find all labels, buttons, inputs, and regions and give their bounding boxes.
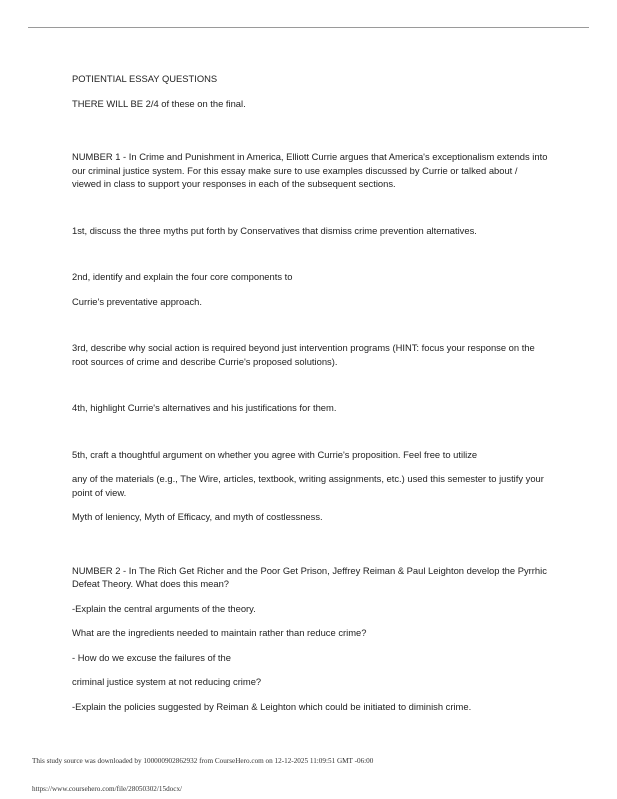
question-1-note: Myth of leniency, Myth of Efficacy, and myth of costlessness. [72, 511, 323, 522]
question-1-part-2b: Currie's preventative approach. [72, 295, 202, 307]
question-2-item-1: -Explain the central arguments of the theory. [72, 602, 256, 614]
document-heading: POTIENTIAL ESSAY QUESTIONS [72, 73, 218, 84]
question-1-part-4: 4th, highlight Currie's alternatives and his justifications for them. [72, 402, 337, 413]
question-2-item-4: -Explain the policies suggested by Reiman & Leighton which could be initiated to diminish crime. [72, 700, 472, 712]
question-2-item-3a: - How do we excuse the failures of the [72, 651, 231, 663]
top-divider [28, 27, 589, 28]
question-1-part-3: 3rd, describe why social action is required beyond just intervention programs (HINT: focus your response on the root sources of crime and describe Currie's proposed solutions). [72, 342, 535, 367]
question-1-part-2a: 2nd, identify and explain the four core components to [72, 271, 293, 282]
question-1-prompt: NUMBER 1 - In Crime and Punishment in America, Elliott Currie argues that America's exceptionalism extends into our criminal justice system. For this essay make sure to use examples discussed by Currie or talked about / viewed in class to support your responses in each of the subsequent sections. [72, 151, 548, 189]
question-1-part-5b: any of the materials (e.g., The Wire, articles, textbook, writing assignments, etc.) used this semester to justify your point of view. [72, 473, 544, 498]
document-intro: THERE WILL BE 2/4 of these on the final. [72, 97, 246, 109]
question-2-item-3b: criminal justice system at not reducing crime? [72, 676, 262, 687]
document-body [72, 72, 548, 713]
question-1-part-5a: 5th, craft a thoughtful argument on whether you agree with Currie's proposition. Feel free to utilize [72, 448, 478, 460]
question-1-part-1: 1st, discuss the three myths put forth by Conservatives that dismiss crime prevention alternatives. [72, 224, 477, 236]
question-2-item-2: What are the ingredients needed to maintain rather than reduce crime? [72, 627, 367, 638]
source-url[interactable]: https://www.coursehero.com/file/28050302/15docx/ [32, 785, 183, 793]
question-2-prompt: NUMBER 2 - In The Rich Get Richer and the Poor Get Prison, Jeffrey Reiman & Paul Leighton develop the Pyrrhic Defeat Theory. What does this mean? [72, 564, 547, 589]
download-notice: This study source was downloaded by 100000902862932 from CourseHero.com on 12-12-2025 11:09:51 GMT -06:00 [32, 757, 374, 765]
